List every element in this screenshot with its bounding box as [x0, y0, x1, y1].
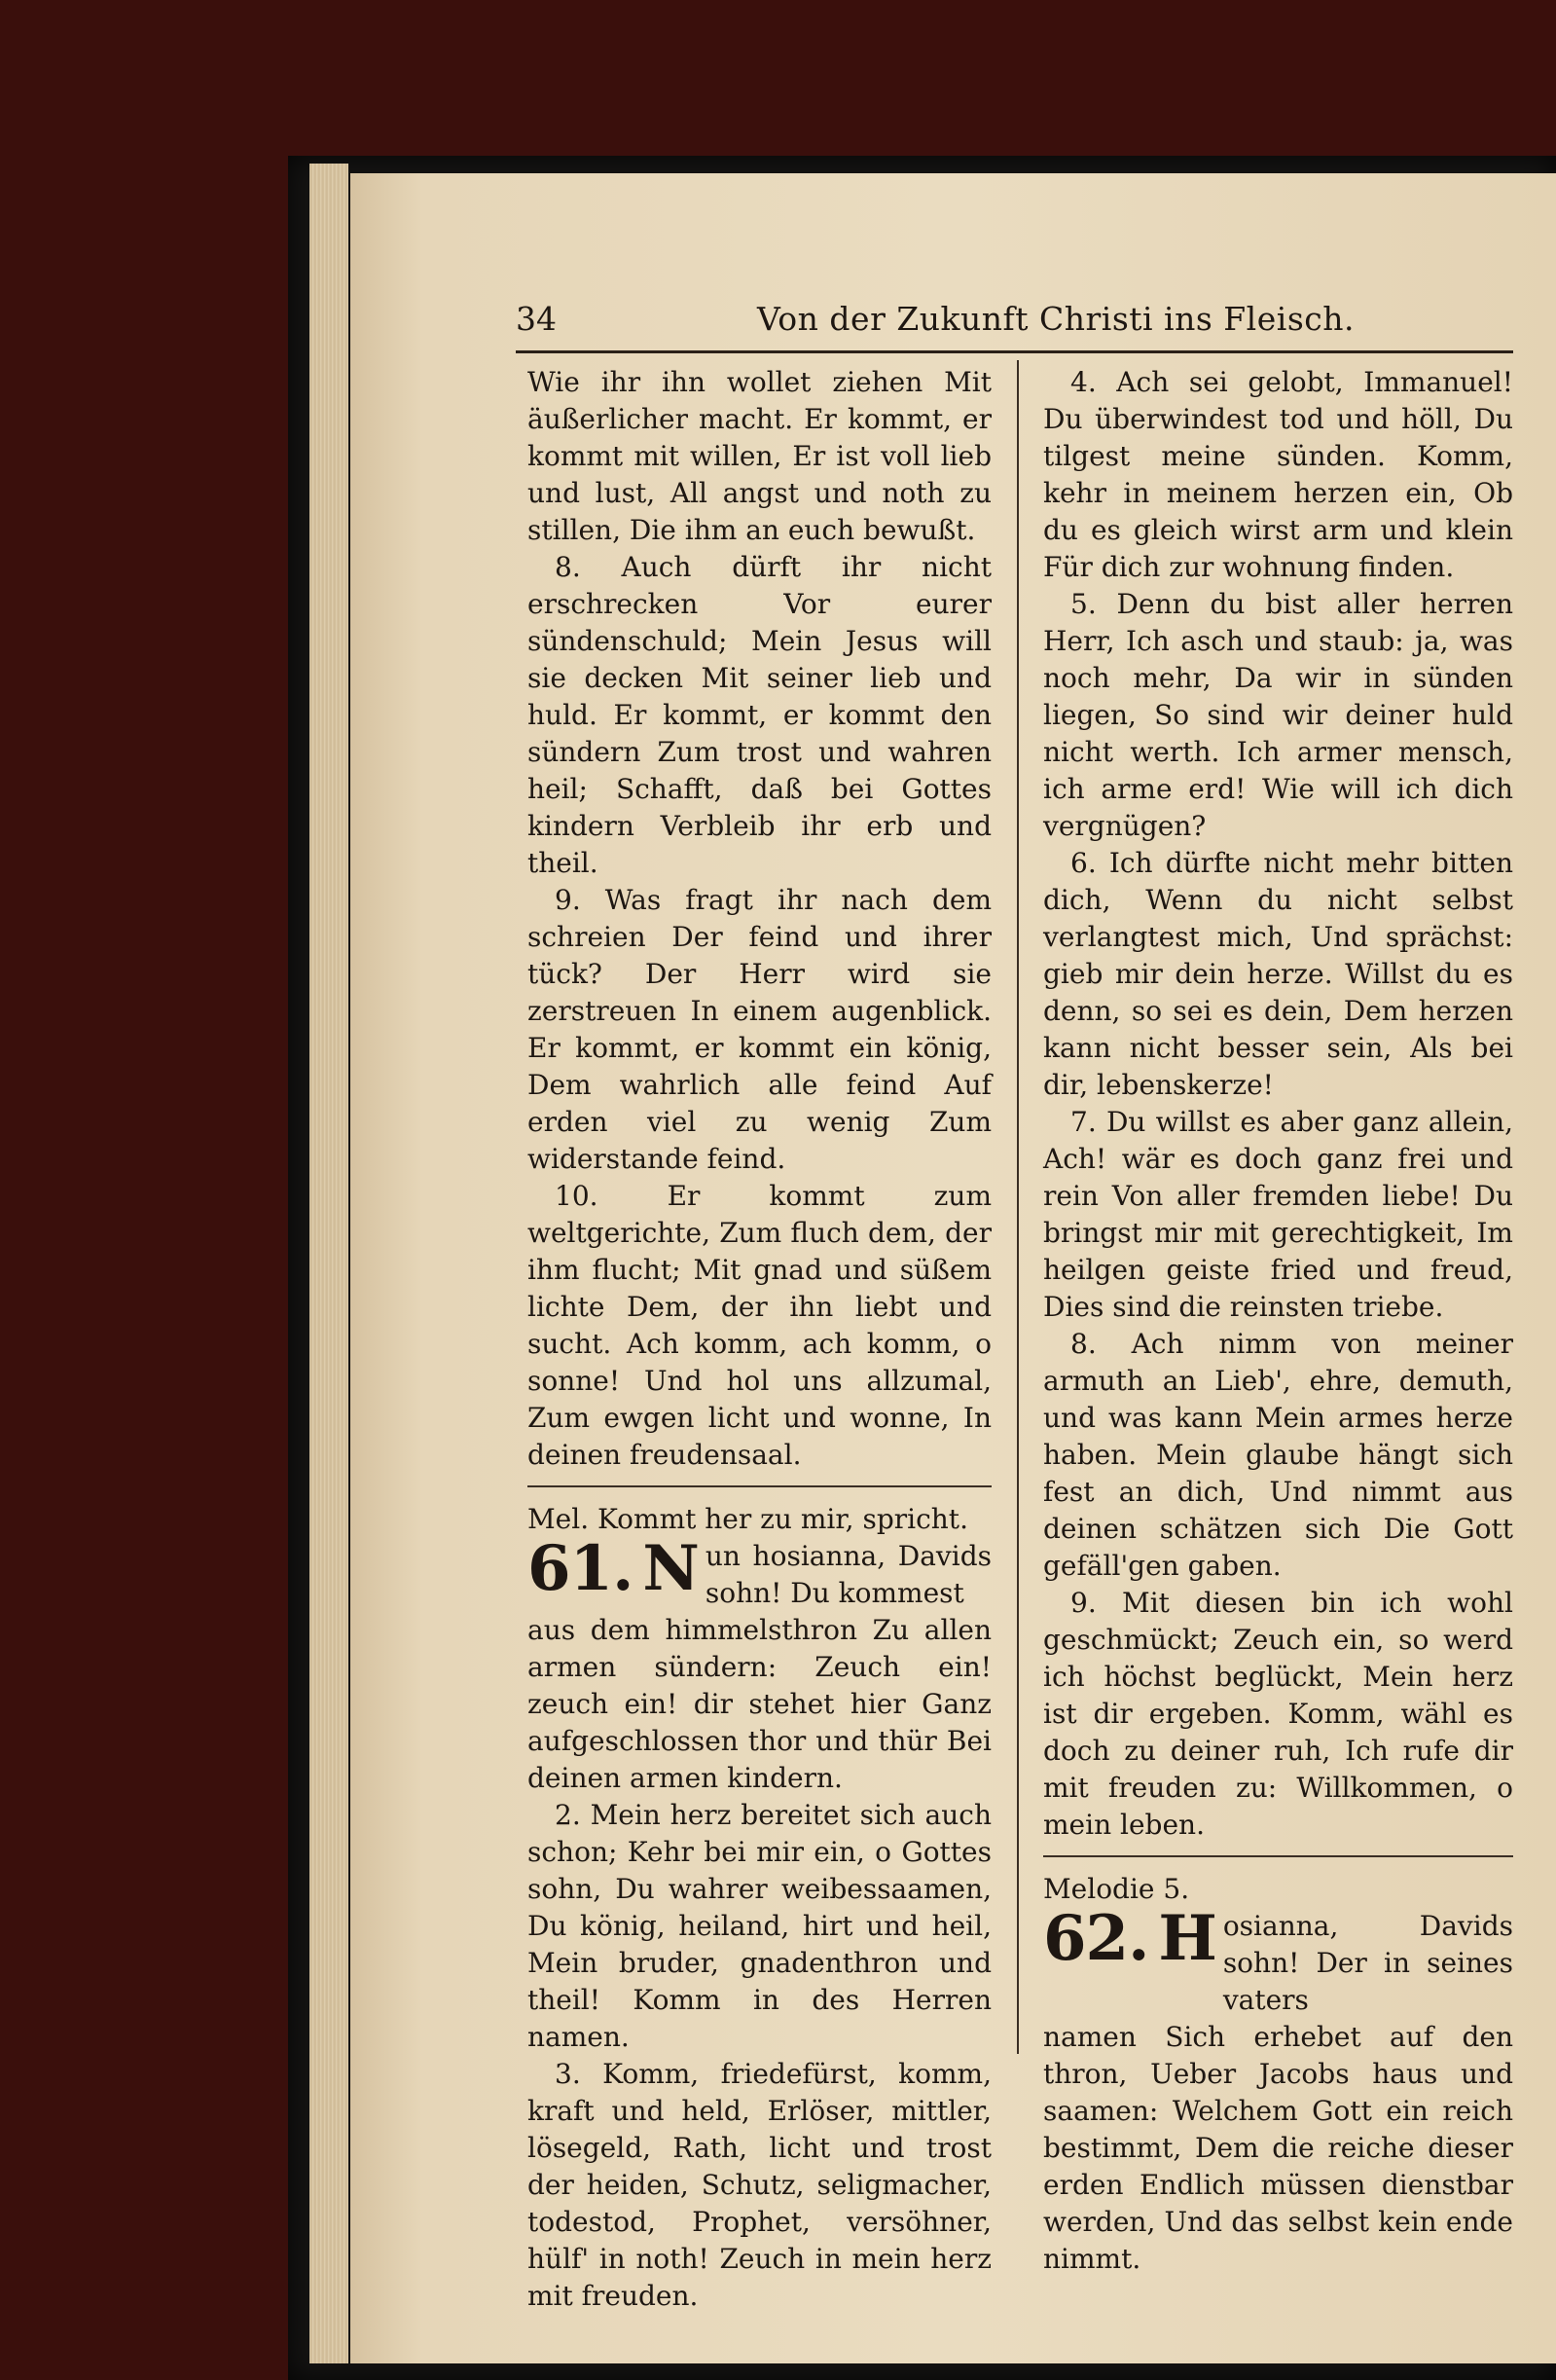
verse-8: 8. Auch dürft ihr nicht erschrecken Vor eurer sündenschuld; Mein Jesus will sie decken Mit seiner lieb und huld. Er kommt, er kommt den sündern Zum trost und wahren heil; Schafft, daß bei Gottes kindern Verbleib ihr erb und theil. — [527, 551, 992, 879]
hymn-62-verse-1: namen Sich erhebet auf den thron, Ueber Jacobs haus und saamen: Welchem Gott ein reich bestimmt, Dem die reiche dieser erden Endlich müssen dienstbar werden, Und das selbst kein ende nimmt. — [1043, 2021, 1513, 2275]
hymn-62-head — [1043, 1902, 1513, 2019]
verse-continuation: Wie ihr ihn wollet ziehen Mit äußerlicher macht. Er kommt, er kommt mit willen, Er ist voll lieb und lust, All angst und noth zu stillen, Die ihm an euch bewußt. — [527, 366, 992, 546]
verse-3: 3. Komm, friedefürst, komm, kraft und held, Erlöser, mittler, lösegeld, Rath, licht und trost der heiden, Schutz, seligmacher, todestod, Prophet, versöhner, hülf' in noth! Zeuch in mein herz mit freuden. — [527, 2058, 992, 2312]
drop-initial: H — [1158, 1902, 1217, 1975]
hymn-number: 62. — [1043, 1902, 1149, 1975]
hymn-first-line: un hosianna, Davids sohn! Du kommest — [705, 1540, 992, 1609]
verse-10: 10. Er kommt zum weltgerichte, Zum fluch dem, der ihm flucht; Mit gnad und süßem lichte Dem, der ihn liebt und sucht. Ach komm, ach komm, o sonne! Und hol uns allzumal, Zum ewgen licht und wonne, In deinen freudensaal. — [527, 1180, 992, 1471]
verse-6: 6. Ich dürfte nicht mehr bitten dich, Wenn du nicht selbst verlangtest mich, Und sprächst: gieb mir dein herze. Willst du es denn, so sei es dein, Dem herzen kann nicht besser sein, Als bei dir, lebenskerze! — [1043, 847, 1513, 1101]
hymn-61-verse-1: aus dem himmelsthron Zu allen armen sündern: Zeuch ein! zeuch ein! dir stehet hier Ganz aufgeschlossen thor und thür Bei deinen armen kindern. — [527, 1614, 992, 1794]
melody-line: Mel. Kommt her zu mir, spricht. — [527, 1503, 968, 1535]
hymn-separator — [527, 1485, 992, 1487]
verse-5: 5. Denn du bist aller herren Herr, Ich asch und staub: ja, was noch mehr, Da wir in sünden liegen, So sind wir deiner huld nicht werth. Ich armer mensch, ich arme erd! Wie will ich dich vergnügen? — [1043, 588, 1513, 842]
hymn-first-line: osianna, Davids sohn! Der in seines vaters — [1222, 1910, 1513, 2016]
hymn-61-head — [527, 1532, 992, 1612]
hymn-separator — [1043, 1855, 1513, 1857]
running-head: Von der Zukunft Christi ins Fleisch. — [757, 300, 1355, 338]
verse-9: 9. Was fragt ihr nach dem schreien Der feind und ihrer tück? Der Herr wird sie zerstreuen In einem augenblick. Er kommt, er kommt ein könig, Dem wahrlich alle feind Auf erden viel zu wenig Zum widerstande feind. — [527, 884, 992, 1175]
verse-4: 4. Ach sei gelobt, Immanuel! Du überwindest tod und höll, Du tilgest meine sünden. Komm, kehr in meinem herzen ein, Ob du es gleich wirst arm und klein Für dich zur wohnung finden. — [1043, 366, 1513, 583]
column-divider — [1017, 360, 1019, 2054]
verse-8: 8. Ach nimm von meiner armuth an Lieb', ehre, demuth, und was kann Mein armes herze haben. Mein glaube hängt sich fest an dich, Und nimmt aus deinen schätzen sich Die Gott gefäll'gen gaben. — [1043, 1328, 1513, 1582]
right-column — [1043, 364, 1513, 2278]
verse-7: 7. Du willst es aber ganz allein, Ach! wär es doch ganz frei und rein Von aller fremden liebe! Du bringst mir mit gerechtigkeit, Im heilgen geiste fried und freud, Dies sind die reinsten triebe. — [1043, 1106, 1513, 1323]
drop-initial: N — [642, 1532, 700, 1605]
hymn-number: 61. — [527, 1532, 633, 1605]
verse-9: 9. Mit diesen bin ich wohl geschmückt; Zeuch ein, so werd ich höchst beglückt, Mein herz ist dir ergeben. Komm, wähl es doch zu deiner ruh, Ich rufe dir mit freuden zu: Willkommen, o mein leben. — [1043, 1587, 1513, 1841]
page-content — [516, 288, 1518, 2312]
page-number: 34 — [516, 300, 557, 338]
book-page — [350, 173, 1556, 2363]
page-header — [516, 288, 1518, 347]
verse-2: 2. Mein herz bereitet sich auch schon; Kehr bei mir ein, o Gottes sohn, Du wahrer weibessaamen, Du könig, heiland, hirt und heil, Mein bruder, gnadenthron und theil! Komm in des Herren namen. — [527, 1799, 992, 2053]
left-column — [527, 364, 992, 2315]
melody-line: Melodie 5. — [1043, 1873, 1190, 1905]
header-rule — [516, 350, 1513, 353]
page-edges — [309, 164, 348, 2363]
